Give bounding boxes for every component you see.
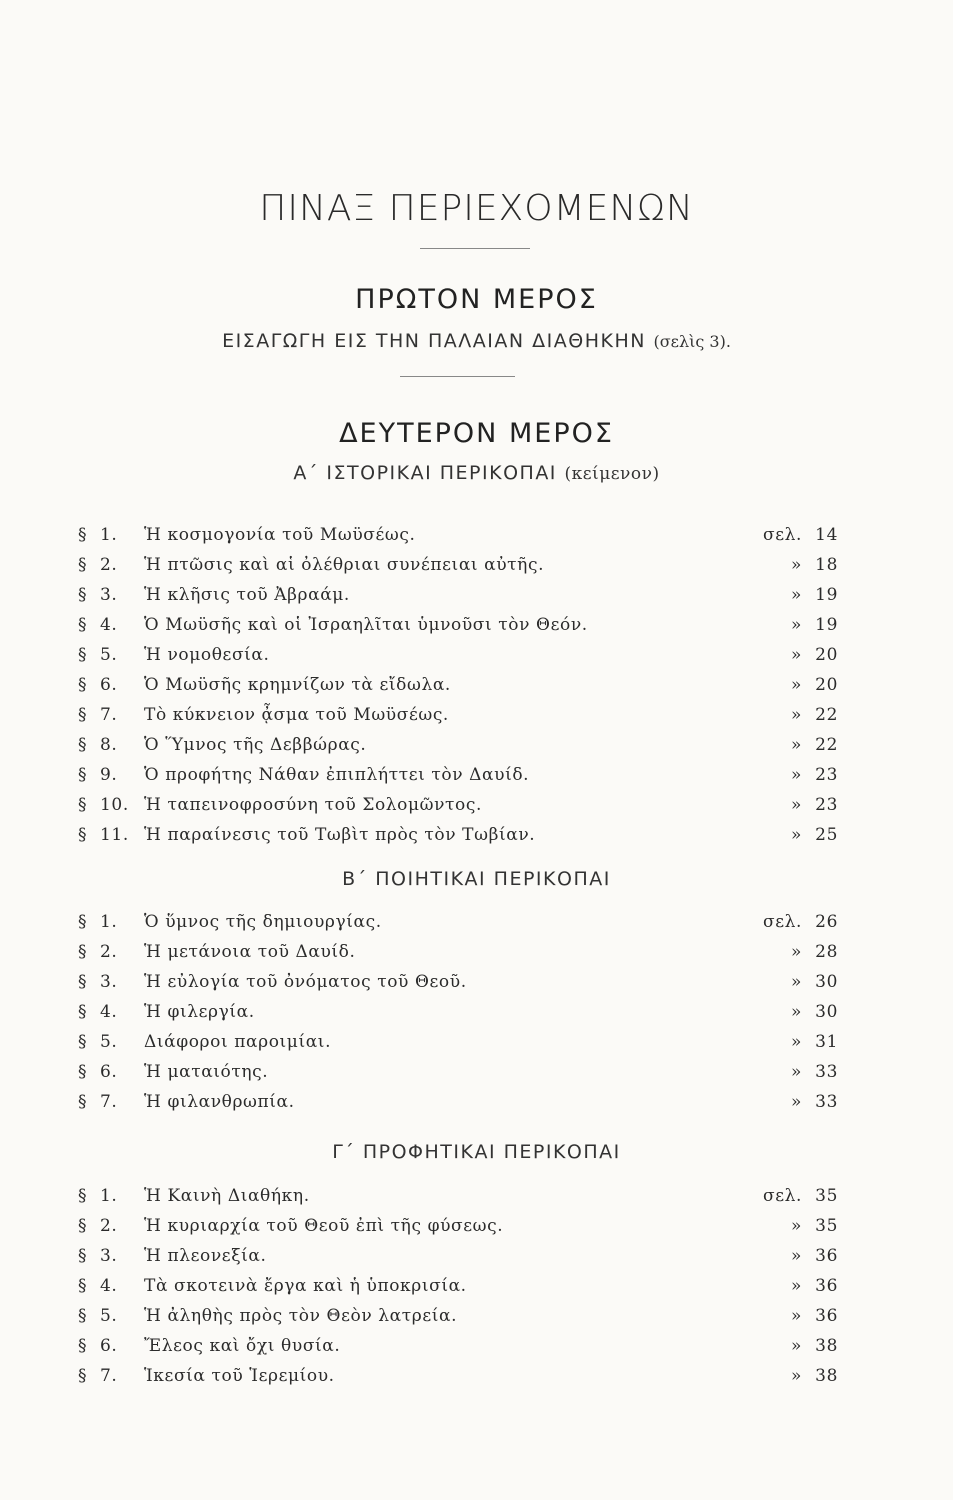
toc-page-number: 26 [815,912,838,932]
toc-entry-number: 6. [100,1062,118,1082]
toc-entry-title: Ἔλεος καὶ ὄχι θυσία. [144,1336,341,1356]
toc-page-number: 18 [815,555,838,575]
toc-section-symbol: § [78,1062,88,1082]
toc-entry-title: Ὁ Μωϋσῆς καὶ οἱ Ἰσραηλῖται ὑμνοῦσι τὸν Θεόν. [144,615,588,635]
toc-entry-number: 7. [100,1092,118,1112]
toc-entry [78,1181,838,1211]
toc-section-symbol: § [78,735,88,755]
toc-section-symbol: § [78,1366,88,1386]
toc-page-label: » [790,1366,802,1386]
toc-entry-number: 3. [100,972,118,992]
section-c-list [78,1181,838,1391]
toc-entry-title: Ὁ προφήτης Νάθαν ἐπιπλήττει τὸν Δαυίδ. [144,765,530,785]
toc-section-symbol: § [78,972,88,992]
toc-section-symbol: § [78,1336,88,1356]
toc-entry-number: 9. [100,765,118,785]
toc-entry-number: 3. [100,1246,118,1266]
part1-intro-ref: (σελὶς 3). [653,332,731,351]
toc-entry [78,1331,838,1361]
toc-entry [78,760,838,790]
toc-entry-title: Ἡ ματαιότης. [144,1062,269,1082]
part2-heading: ΔΕΥΤΕΡΟΝ ΜΕΡΟΣ [339,418,614,449]
toc-page-number: 28 [815,942,838,962]
toc-entry-title: Ἡ κοσμογονία τοῦ Μωϋσέως. [144,525,416,545]
section-a-heading [0,462,953,484]
toc-page-label: » [790,615,802,635]
toc-page-number: 19 [815,585,838,605]
section-a-title: Α΄ ΙΣΤΟΡΙΚΑΙ ΠΕΡΙΚΟΠΑΙ [293,462,557,484]
toc-page-label: » [790,1002,802,1022]
toc-page-label: » [790,735,802,755]
section-b-list [78,907,838,1117]
toc-entry [78,550,838,580]
toc-section-symbol: § [78,912,88,932]
toc-page-label: » [790,675,802,695]
toc-entry [78,610,838,640]
toc-entry-number: 2. [100,1216,118,1236]
toc-page-label: σελ. [763,525,802,545]
toc-entry [78,1271,838,1301]
toc-entry-number: 7. [100,1366,118,1386]
toc-page-label: » [790,585,802,605]
toc-page-label: » [790,942,802,962]
part1-intro-text: ΕΙΣΑΓΩΓΗ ΕΙΣ ΤΗΝ ΠΑΛΑΙΑΝ ΔΙΑΘΗΚΗΝ [222,330,646,352]
toc-page-label: » [790,1336,802,1356]
toc-entry-title: Ἡ ταπεινοφροσύνη τοῦ Σολομῶντος. [144,795,483,815]
toc-entry-number: 10. [100,795,129,815]
toc-page-label: » [790,1216,802,1236]
toc-entry-title: Ἡ Καινὴ Διαθήκη. [144,1186,310,1206]
toc-page-number: 20 [815,645,838,665]
toc-page-label: » [790,705,802,725]
toc-page-number: 30 [815,1002,838,1022]
toc-entry-title: Ἡ πλεονεξία. [144,1246,267,1266]
toc-entry-number: 7. [100,705,118,725]
section-a-list [78,520,838,850]
toc-page-number: 14 [815,525,838,545]
section-c-heading: Γ΄ ΠΡΟΦΗΤΙΚΑΙ ΠΕΡΙΚΟΠΑΙ [332,1141,621,1163]
toc-entry [78,1057,838,1087]
toc-entry-number: 4. [100,1002,118,1022]
toc-page-number: 25 [815,825,838,845]
toc-entry-number: 5. [100,1306,118,1326]
page-title: ΠΙΝΑΞ ΠΕΡΙΕΧΟΜΕΝΩΝ [259,188,694,229]
toc-page-number: 35 [815,1216,838,1236]
toc-entry-number: 1. [100,525,118,545]
toc-section-symbol: § [78,585,88,605]
toc-page-number: 38 [815,1336,838,1356]
toc-section-symbol: § [78,765,88,785]
toc-section-symbol: § [78,1002,88,1022]
toc-entry-number: 2. [100,555,118,575]
toc-page-label: » [790,1032,802,1052]
toc-entry-title: Ὁ Μωϋσῆς κρημνίζων τὰ εἴδωλα. [144,675,451,695]
toc-page-number: 36 [815,1246,838,1266]
toc-page-label: » [790,765,802,785]
toc-entry-title: Ὁ Ὕμνος τῆς Δεββώρας. [144,735,367,755]
toc-section-symbol: § [78,705,88,725]
toc-section-symbol: § [78,1092,88,1112]
toc-entry-number: 5. [100,1032,118,1052]
toc-page-label: σελ. [763,1186,802,1206]
part1-heading: ΠΡΩΤΟΝ ΜΕΡΟΣ [355,284,598,315]
toc-entry-title: Ἡ εὐλογία τοῦ ὀνόματος τοῦ Θεοῦ. [144,972,467,992]
toc-page-label: » [790,972,802,992]
toc-entry [78,937,838,967]
toc-entry [78,1241,838,1271]
toc-entry-number: 11. [100,825,129,845]
toc-entry [78,790,838,820]
toc-page-number: 31 [815,1032,838,1052]
toc-entry [78,967,838,997]
toc-section-symbol: § [78,645,88,665]
toc-entry-number: 3. [100,585,118,605]
toc-section-symbol: § [78,942,88,962]
toc-page-number: 38 [815,1366,838,1386]
toc-section-symbol: § [78,795,88,815]
toc-page-label: » [790,825,802,845]
toc-page-label: » [790,795,802,815]
toc-page-number: 30 [815,972,838,992]
toc-page-label: » [790,555,802,575]
toc-entry-title: Διάφοροι παροιμίαι. [144,1032,332,1052]
toc-entry [78,907,838,937]
toc-section-symbol: § [78,675,88,695]
toc-entry-title: Ὁ ὕμνος τῆς δημιουργίας. [144,912,382,932]
toc-page-label: » [790,1276,802,1296]
toc-page-number: 19 [815,615,838,635]
toc-page-label: σελ. [763,912,802,932]
toc-entry [78,670,838,700]
toc-entry-number: 1. [100,912,118,932]
toc-entry [78,820,838,850]
toc-section-symbol: § [78,615,88,635]
toc-page-number: 22 [815,705,838,725]
toc-section-symbol: § [78,1306,88,1326]
toc-page-label: » [790,1306,802,1326]
toc-page-label: » [790,1092,802,1112]
toc-section-symbol: § [78,1186,88,1206]
toc-entry-title: Τὸ κύκνειον ᾆσμα τοῦ Μωϋσέως. [144,705,449,725]
toc-page-number: 36 [815,1276,838,1296]
toc-section-symbol: § [78,1032,88,1052]
toc-entry-title: Ἱκεσία τοῦ Ἱερεμίου. [144,1366,335,1386]
toc-section-symbol: § [78,1246,88,1266]
divider [420,248,530,249]
toc-entry [78,580,838,610]
toc-entry-number: 8. [100,735,118,755]
toc-entry-number: 6. [100,675,118,695]
toc-entry-number: 1. [100,1186,118,1206]
toc-page-number: 20 [815,675,838,695]
toc-section-symbol: § [78,555,88,575]
toc-page-number: 33 [815,1062,838,1082]
toc-entry-number: 4. [100,1276,118,1296]
toc-page-number: 23 [815,765,838,785]
toc-section-symbol: § [78,825,88,845]
section-b-heading: Β΄ ΠΟΙΗΤΙΚΑΙ ΠΕΡΙΚΟΠΑΙ [342,868,611,890]
toc-page-number: 35 [815,1186,838,1206]
toc-entry-number: 2. [100,942,118,962]
toc-page-number: 36 [815,1306,838,1326]
toc-page-number: 22 [815,735,838,755]
toc-entry [78,1211,838,1241]
toc-entry-title: Ἡ φιλεργία. [144,1002,255,1022]
toc-entry [78,997,838,1027]
toc-entry [78,520,838,550]
toc-entry-title: Ἡ φιλανθρωπία. [144,1092,295,1112]
toc-entry [78,700,838,730]
toc-entry-title: Ἡ κυριαρχία τοῦ Θεοῦ ἐπὶ τῆς φύσεως. [144,1216,504,1236]
toc-section-symbol: § [78,525,88,545]
toc-entry-title: Ἡ μετάνοια τοῦ Δαυίδ. [144,942,356,962]
toc-entry [78,730,838,760]
toc-entry-number: 5. [100,645,118,665]
toc-entry-title: Ἡ νομοθεσία. [144,645,270,665]
toc-entry-title: Ἡ πτῶσις καὶ αἱ ὀλέθριαι συνέπειαι αὐτῆς. [144,555,545,575]
toc-page-label: » [790,1062,802,1082]
toc-page-number: 33 [815,1092,838,1112]
part1-intro [0,330,953,352]
toc-entry-title: Ἡ παραίνεσις τοῦ Τωβὶτ πρὸς τὸν Τωβίαν. [144,825,536,845]
toc-entry [78,640,838,670]
toc-page-label: » [790,645,802,665]
toc-entry-title: Ἡ κλῆσις τοῦ Ἀβραάμ. [144,585,350,605]
divider [400,376,515,377]
toc-entry-title: Ἡ ἀληθὴς πρὸς τὸν Θεὸν λατρεία. [144,1306,458,1326]
toc-page-label: » [790,1246,802,1266]
toc-entry [78,1301,838,1331]
toc-page-number: 23 [815,795,838,815]
toc-entry [78,1361,838,1391]
section-a-note: (κείμενον) [564,464,660,484]
toc-entry [78,1087,838,1117]
toc-section-symbol: § [78,1216,88,1236]
toc-entry-title: Τὰ σκοτεινὰ ἔργα καὶ ἡ ὑποκρισία. [144,1276,467,1296]
toc-section-symbol: § [78,1276,88,1296]
toc-entry-number: 6. [100,1336,118,1356]
toc-entry [78,1027,838,1057]
toc-entry-number: 4. [100,615,118,635]
